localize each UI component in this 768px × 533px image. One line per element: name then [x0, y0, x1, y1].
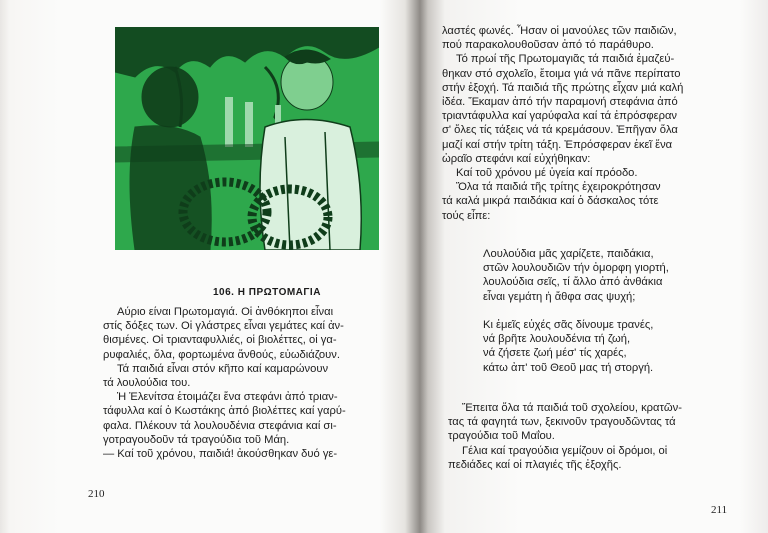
poem-line: κάτω ἀπ' τοῦ Θεοῦ μας τή στοργή.	[483, 361, 654, 374]
poem-line: εἶναι γεμάτη ἡ ἄθφα σας ψυχή;	[483, 290, 636, 303]
text-line: Αύριο είναι Πρωτομαγιά. Οἱ ἀνθόκηποι εἶναι	[117, 306, 334, 318]
text-line: θηκαν στό σχολεῖο, ἕτοιμα γιά νά πᾶνε περίπατο	[442, 67, 681, 80]
poem-line: Λουλούδια μᾶς χαρίζετε, παιδάκια,	[483, 248, 654, 260]
text-line: στίς δόξες των. Οἱ γλάστρες εἶναι γεμάτες καί ἀν-	[103, 320, 344, 333]
text-line: τριαντάφυλλα καί γαρύφαλα καί τά ἐπρόσφεραν	[442, 110, 678, 123]
poem-line: νά ζήσετε ζωή μέσ' τίς χαρές,	[483, 347, 627, 360]
text-line: — Καί τοῦ χρόνου, παιδιά! ἀκούσθηκαν δυό γε-	[103, 448, 338, 461]
right-page-text	[442, 24, 742, 223]
lesson-title: 106. Η ΠΡΩΤΟΜΑΓΙΑ	[213, 287, 321, 298]
poem	[483, 247, 743, 375]
right-page-text-ending	[448, 401, 748, 472]
poem-line: λουλούδια σεῖς, τί ἄλλο ἀπό ἀνθάκια	[483, 276, 663, 289]
text-line: λαστές φωνές. Ἦσαν οἱ μανούλες τῶν παιδιῶν,	[442, 25, 677, 37]
text-line: τά λουλούδια του.	[103, 377, 191, 390]
poem-line: στῶν λουλουδιῶν τήν ὀμορφη γιορτή,	[483, 262, 669, 275]
text-line: τας τά φαγητά των, ξεκινοῦν τραγουδῶντας τά	[448, 416, 676, 429]
children-with-wreaths-picture	[115, 27, 379, 250]
text-line: πού παρακολουθοῦσαν ἀπό τό παράθυρο.	[442, 39, 654, 52]
left-page-text	[103, 305, 403, 461]
text-line: πεδιάδες καί οἱ πλαγιές τῆς ἐξοχῆς.	[448, 458, 622, 471]
text-line: ἰδέα. Ἔκαμαν ἀπό τήν παραμονή στεφάνια ἀπό	[442, 96, 678, 109]
lesson-illustration	[115, 27, 379, 250]
text-line: στήν ἐξοχή. Τά παιδιά τῆς πρώτης εἶχαν μιά καλή	[442, 81, 684, 94]
page-number-left: 210	[88, 488, 105, 500]
page-number-right: 211	[711, 504, 728, 516]
text-line: τά καλά μικρά παιδάκια καί ὁ δάσκαλος τότε	[442, 195, 659, 208]
text-line: Ἔπειτα ὅλα τά παιδιά τοῦ σχολείου, κρατῶν-	[462, 402, 682, 414]
text-line: Ἡ Ἑλενίτσα ἑτοιμάζει ἕνα στεφάνι ἀπό τριαν-	[117, 391, 338, 404]
text-line: σ' ὅλες τίς τάξεις νά τά κρεμάσουν. Ἐπῆγαν ὅλα	[442, 124, 678, 137]
poem-stanza-break	[483, 304, 743, 318]
text-line: ὡραῖο στεφάνι καί εὐχήθηκαν:	[442, 152, 591, 165]
text-line: γοτραγουδοῦν τά τραγούδια τοῦ Μάη.	[103, 433, 290, 446]
text-line: τούς εἶπε:	[442, 209, 491, 222]
text-line: τάφυλλα καί ὁ Κωστάκης ἀπό βιολέττες καί γαρύ-	[103, 405, 346, 418]
text-line: Τό πρωί τῆς Πρωτομαγιᾶς τά παιδιά ἐμαζεύ-	[456, 53, 675, 66]
text-line: μαζί καί στήν τρίτη τάξη. Ἐπρόσφεραν ἐκεῖ ἕνα	[442, 138, 673, 151]
text-line: ρυφαλιές, ὅλα, φορτωμένα ἄνθούς, εὐωδιάζουν.	[103, 348, 340, 361]
text-line: θισμένες. Οἱ τριανταφυλλιές, οἱ βιολέττες, οἱ γα-	[103, 334, 337, 347]
text-line: τραγούδια τοῦ Μαΐου.	[448, 430, 555, 443]
text-line: φαλα. Πλέκουν τά λουλουδένια στεφάνια καί σι-	[103, 419, 337, 432]
poem-line: νά βρῆτε λουλουδένια τή ζωή,	[483, 333, 631, 346]
text-line: Καί τοῦ χρόνου μέ ὑγεία καί πρόοδο.	[456, 167, 638, 180]
text-line: Γέλια καί τραγούδια γεμίζουν οἱ δρόμοι, οἱ	[462, 444, 668, 457]
text-line: Ὅλα τά παιδιά τῆς τρίτης ἐχειροκρότησαν	[456, 181, 661, 194]
text-line: Τά παιδιά εἶναι στόν κῆπο καί καμαρώνουν	[117, 362, 329, 375]
poem-line: Κι ἐμεῖς εὐχές σᾶς δίνουμε τρανές,	[483, 319, 654, 332]
